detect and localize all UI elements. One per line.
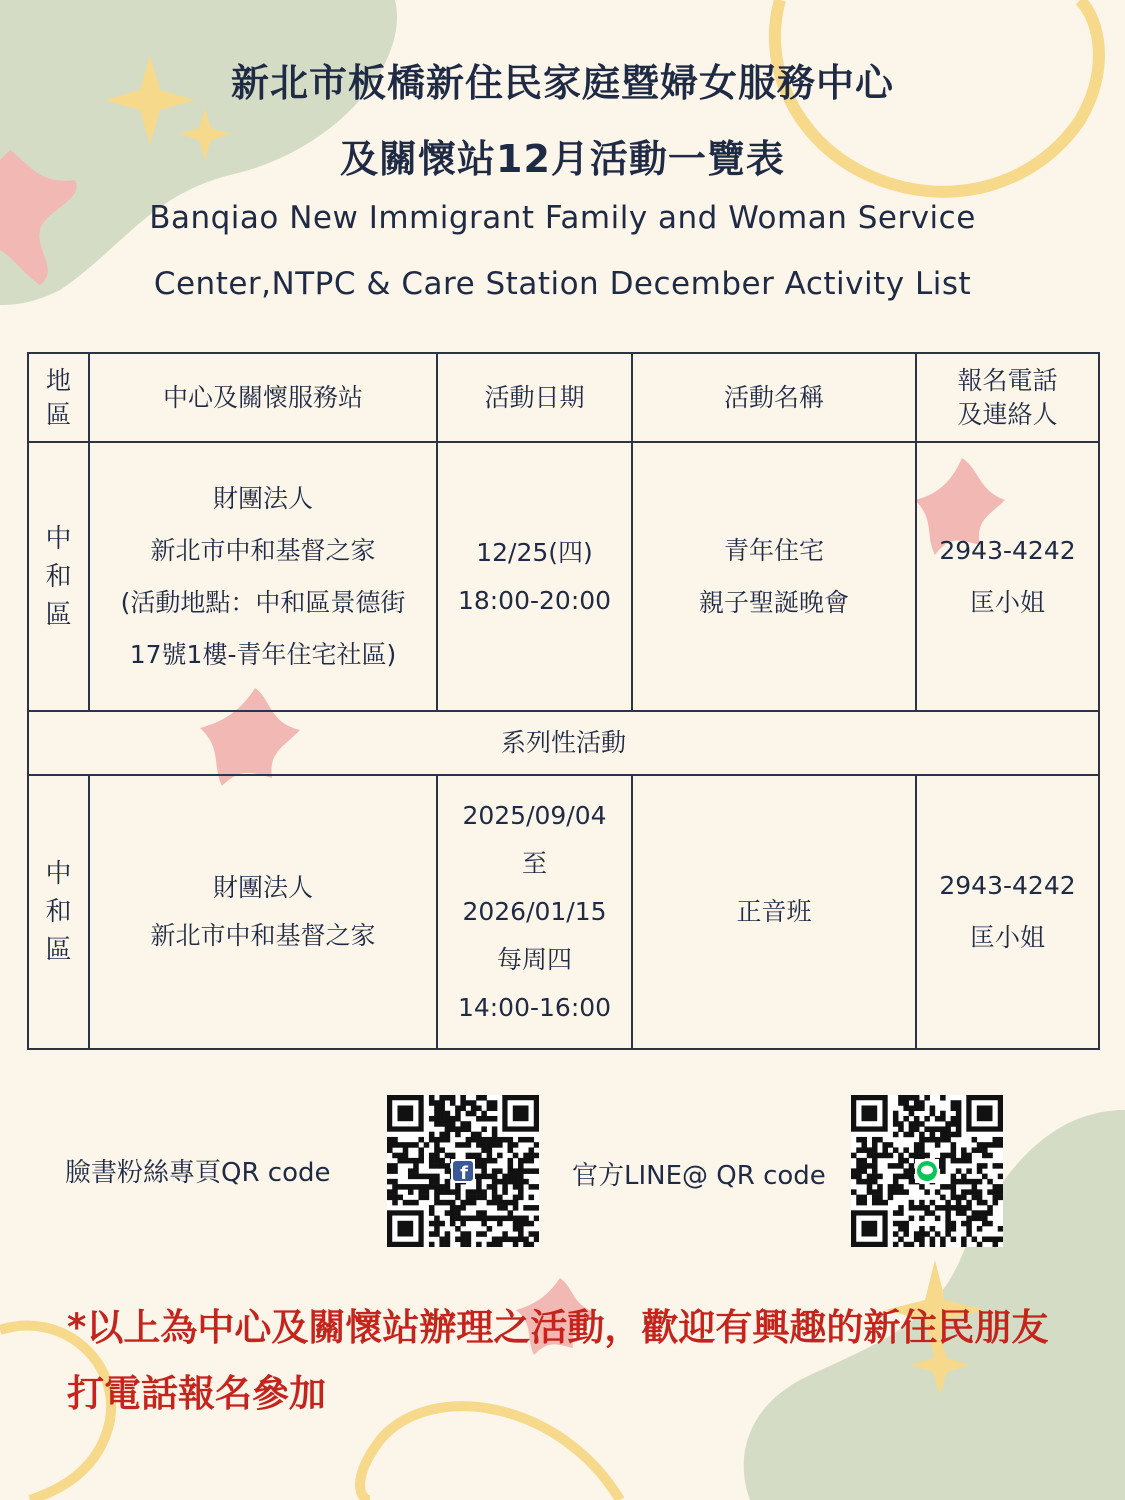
table-row — [28, 775, 1099, 1049]
table-row — [28, 442, 1099, 711]
row-contact: 2943-4242 匡小姐 — [916, 775, 1099, 1049]
row-activity-name: 正音班 — [632, 775, 916, 1049]
row-activity-name: 青年住宅 親子聖誕晚會 — [632, 442, 916, 711]
notice-line2: 打電話報名參加 — [67, 1372, 326, 1415]
title-en-line1: Banqiao New Immigrant Family and Woman Service — [149, 200, 976, 236]
qr-code-pattern — [851, 1095, 1003, 1247]
facebook-qr-label: 臉書粉絲專頁QR code — [65, 1158, 331, 1188]
svg-text:f: f — [460, 1163, 468, 1184]
row-date: 12/25(四) 18:00-20:00 — [437, 442, 632, 711]
header-name: 活動名稱 — [632, 353, 916, 442]
header-region: 地 區 — [28, 353, 89, 442]
header-contact: 報名電話 及連絡人 — [916, 353, 1099, 442]
title-zh-line2: 及關懷站12月活動一覽表 — [340, 137, 785, 181]
series-header-row — [28, 711, 1099, 775]
table-header-row — [28, 353, 1099, 442]
series-label: 系列性活動 — [28, 711, 1099, 775]
row-region: 中 和 區 — [28, 442, 89, 711]
notice-line1: *以上為中心及關懷站辦理之活動，歡迎有興趣的新住民朋友 — [67, 1306, 1049, 1349]
line-qr-code[interactable] — [851, 1095, 1003, 1247]
activity-table — [27, 352, 1100, 1050]
title-zh-line1: 新北市板橋新住民家庭暨婦女服務中心 — [230, 61, 894, 105]
header-date: 活動日期 — [437, 353, 632, 442]
qr-code-pattern — [387, 1095, 539, 1247]
row-center: 財團法人 新北市中和基督之家 — [89, 775, 437, 1049]
row-region: 中 和 區 — [28, 775, 89, 1049]
registration-notice — [67, 1295, 1077, 1427]
facebook-qr-code[interactable] — [387, 1095, 539, 1247]
line-qr-label: 官方LINE@ QR code — [572, 1161, 826, 1191]
row-date: 2025/09/04 至 2026/01/15 每周四 14:00-16:00 — [437, 775, 632, 1049]
row-contact: 2943-4242 匡小姐 — [916, 442, 1099, 711]
header-center: 中心及關懷服務站 — [89, 353, 437, 442]
row-center: 財團法人 新北市中和基督之家 (活動地點：中和區景德街 17號1樓-青年住宅社區) — [89, 442, 437, 711]
title-en-line2: Center,NTPC & Care Station December Activity List — [153, 266, 972, 302]
